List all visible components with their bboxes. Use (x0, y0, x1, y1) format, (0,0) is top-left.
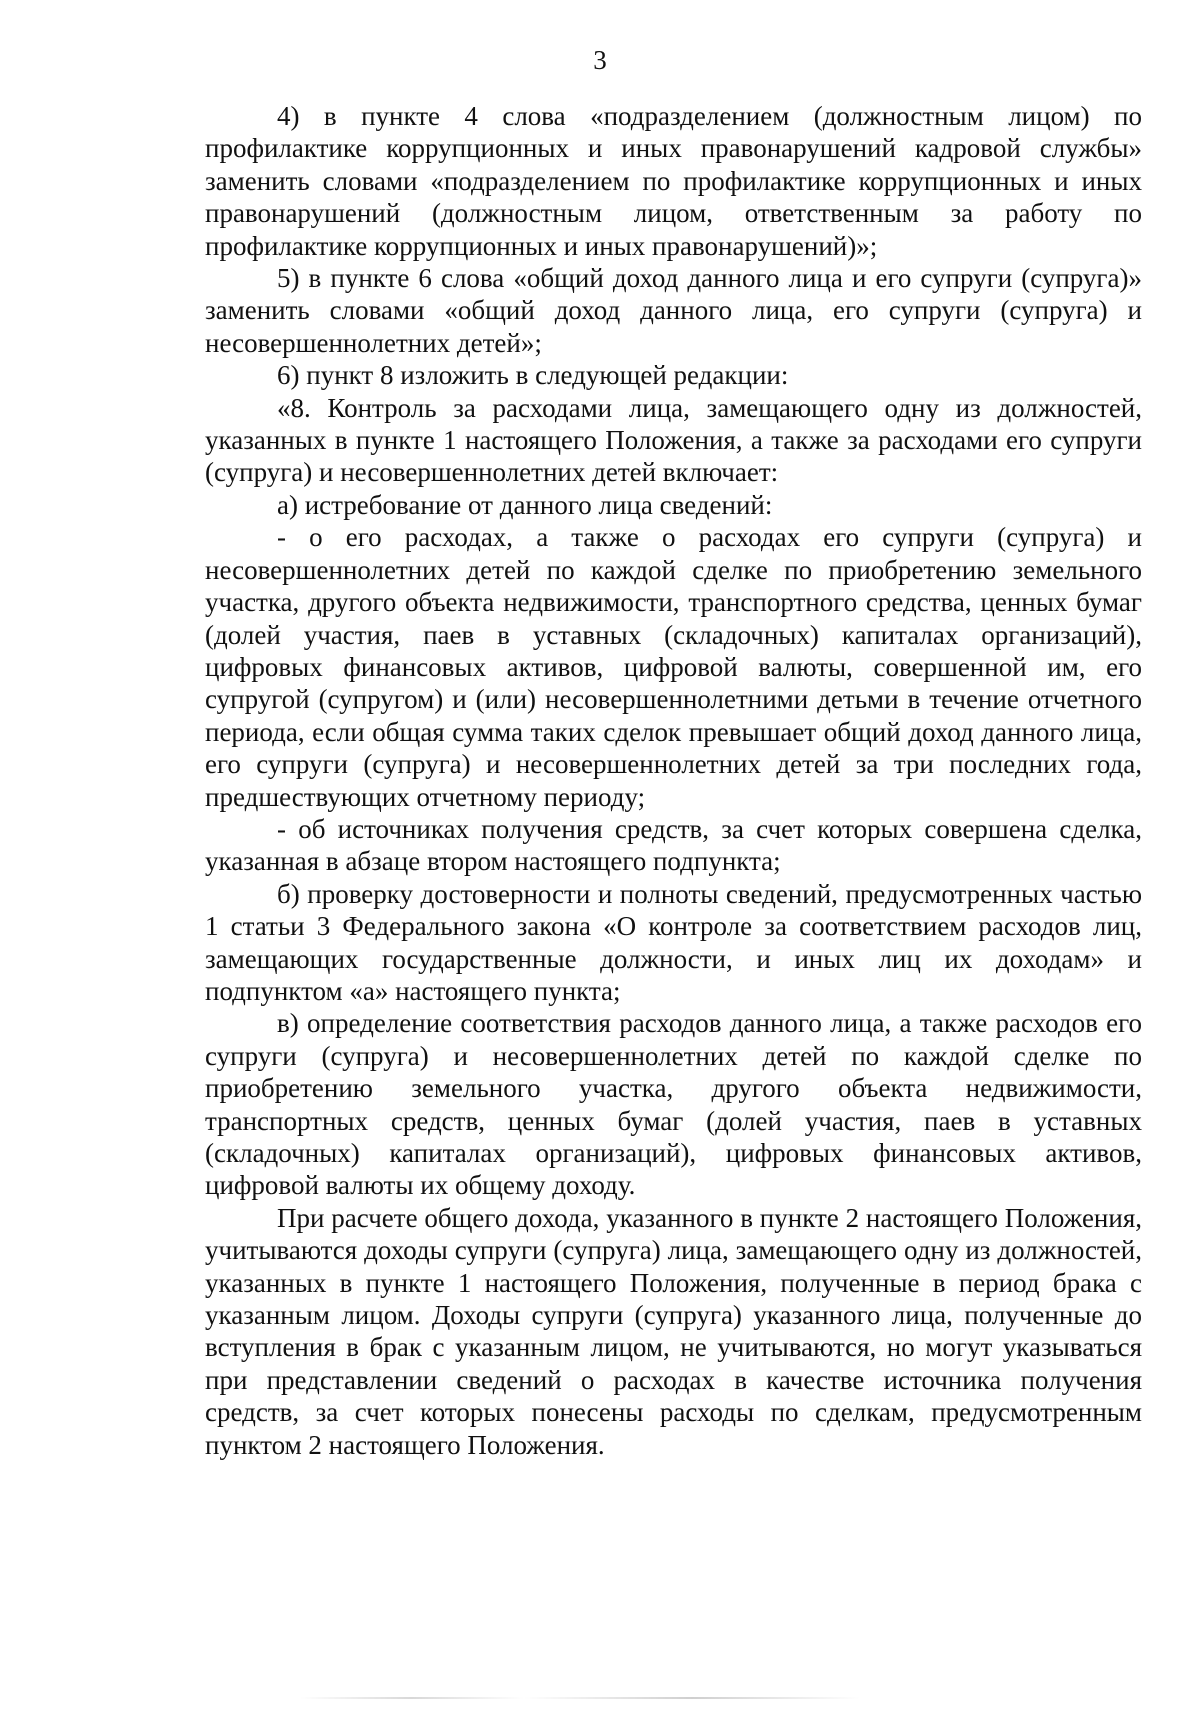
document-body (205, 100, 1142, 1461)
paragraph-subclause-v: в) определение соответствия расходов данного лица, а также расходов его супруги (супруга) и несовершеннолетних детей по каждой сделке по приобретению земельного участка, другого объекта недвижимости, транспортных средств, ценных бумаг (долей участия, паев в уставных (складочных) капиталах организаций), цифровых финансовых активов, цифровой валюты их общему доходу. (205, 1008, 1142, 1201)
paragraph-clause-8: «8. Контроль за расходами лица, замещающего одну из должностей, указанных в пункте 1 настоящего Положения, а также за расходами его супруги (супруга) и несовершеннолетних детей включает: (205, 392, 1142, 488)
paragraph-item-4: 4) в пункте 4 слова «подразделением (должностным лицом) по профилактике коррупционных и иных правонарушений кадровой службы» заменить словами «подразделением по профилактике коррупционных и иных правонарушений (должностным лицом, ответственным за работу по профилактике коррупционных и иных правонарушений)»; (205, 101, 1142, 261)
paragraph-dash-sources: - об источниках получения средств, за счет которых совершена сделка, указанная в абзаце втором настоящего подпункта; (205, 813, 1142, 877)
paragraph-item-5: 5) в пункте 6 слова «общий доход данного лица и его супруги (супруга)» заменить словами «общий доход данного лица, его супруги (супруга) и несовершеннолетних детей»; (205, 263, 1142, 358)
paragraph-income-calculation: При расчете общего дохода, указанного в пункте 2 настоящего Положения, учитываются доходы супруги (супруга) лица, замещающего одну из должностей, указанных в пункте 1 настоящего Положения, полученные в период брака с указанным лицом. Доходы супруги (супруга) указанного лица, полученные до вступления в брак с указанным лицом, не учитываются, но могут указываться при представлении сведений о расходах в качестве источника получения средств, за счет которых понесены расходы по сделкам, предусмотренным пунктом 2 настоящего Положения. (205, 1202, 1142, 1460)
paragraph-dash-expenses: - о его расходах, а также о расходах его супруги (супруга) и несовершеннолетних детей по каждой сделке по приобретению земельного участка, другого объекта недвижимости, транспортного средства, ценных бумаг (долей участия, паев в уставных (складочных) капиталах организаций), цифровых финансовых активов, цифровой валюты, совершенной им, его супругой (супругом) и (или) несовершеннолетними детьми в течение отчетного периода, если общая сумма таких сделок превышает общий доход данного лица, его супруги (супруга) и несовершеннолетних детей за три последних года, предшествующих отчетному периоду; (205, 522, 1142, 812)
scan-artifact-line (300, 1697, 860, 1699)
paragraph-subclause-b: б) проверку достоверности и полноты сведений, предусмотренных частью 1 статьи 3 Федерального закона «О контроле за соответствием расходов лиц, замещающих государственные должности, и иных лиц их доходам» и подпунктом «а» настоящего пункта; (205, 878, 1142, 1006)
paragraph-item-6: 6) пункт 8 изложить в следующей редакции: (277, 360, 789, 391)
page-number: 3 (593, 45, 607, 75)
paragraph-subclause-a: а) истребование от данного лица сведений: (277, 489, 773, 520)
